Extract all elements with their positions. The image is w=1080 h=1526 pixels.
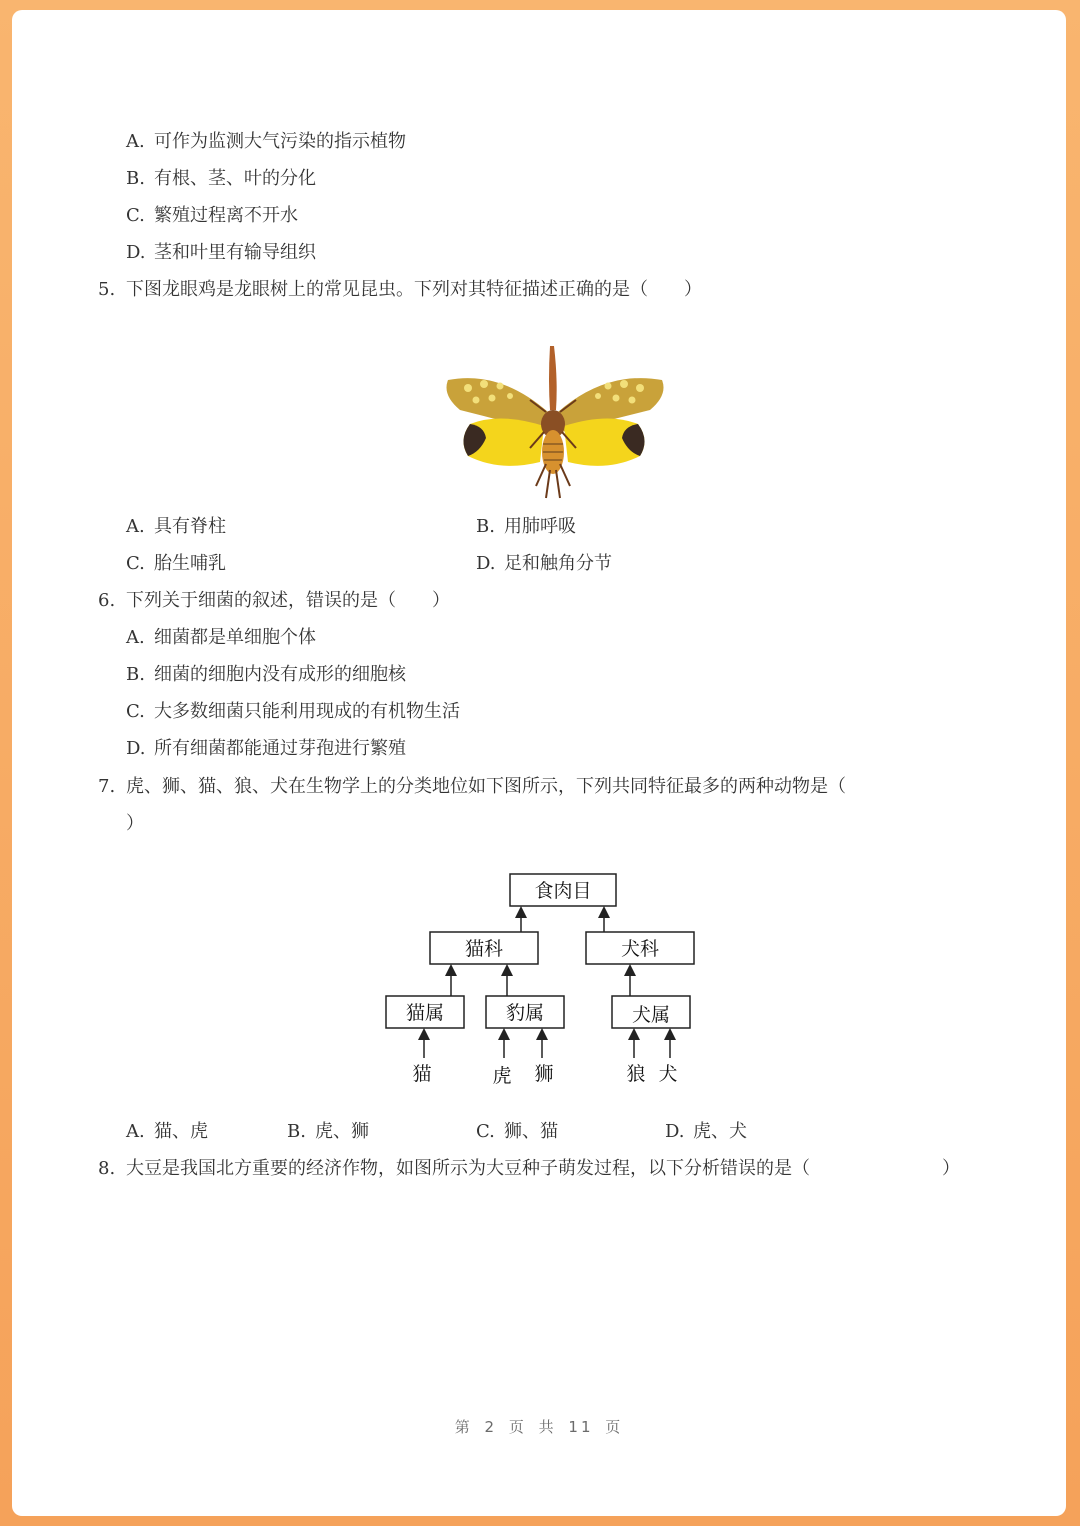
option-text: 大多数细菌只能利用现成的有机物生活 [154,701,460,722]
question-number: 6. [98,590,116,611]
option-letter: C. [476,1121,495,1142]
q7-option-b [287,1120,369,1144]
option-letter: D. [126,738,146,759]
option-text: 狮、猫 [504,1121,558,1142]
question-text: 大豆是我国北方重要的经济作物，如图所示为大豆种子萌发过程，以下分析错误的是（ [126,1158,810,1179]
question-text: 下列关于细菌的叙述，错误的是（ ） [126,590,450,611]
q4-option-c [126,204,298,228]
option-letter: B. [287,1121,306,1142]
node-family-dog: 犬科 [620,938,660,960]
option-text: 繁殖过程离不开水 [154,205,298,226]
option-text: 细菌的细胞内没有成形的细胞核 [154,664,406,685]
option-letter: A. [126,131,145,152]
footer-text: 页 [605,1418,624,1436]
q6-option-b [126,663,406,687]
q7-option-c [476,1120,558,1144]
question-7-stem-cont: ） [126,813,144,834]
option-text: 可作为监测大气污染的指示植物 [154,131,406,152]
q6-option-c [126,700,460,724]
node-genus-canis: 犬属 [631,1004,671,1026]
option-letter: A. [126,516,145,537]
option-text: 所有细菌都能通过芽孢进行繁殖 [154,738,406,759]
option-letter: A. [126,627,145,648]
species-wolf: 狼 [626,1063,646,1085]
q4-option-d [126,241,316,265]
option-text: 胎生哺乳 [154,553,226,574]
option-text: 茎和叶里有输导组织 [154,242,316,263]
question-8-paren-close: ） [942,1158,960,1179]
node-genus-panthera: 豹属 [505,1002,545,1024]
species-lion: 狮 [534,1063,554,1085]
current-page-number: 2 [484,1418,498,1436]
option-text: 用肺呼吸 [504,516,576,537]
node-family-cat: 猫科 [464,938,504,960]
question-6-stem [98,589,450,613]
option-letter: A. [126,1121,145,1142]
footer-text: 第 [454,1418,473,1436]
option-text: 具有脊柱 [154,516,226,537]
q4-option-a [126,130,406,154]
question-8-stem [98,1157,810,1181]
q5-option-d [476,552,612,576]
option-text: 细菌都是单细胞个体 [154,627,316,648]
option-text: 足和触角分节 [504,553,612,574]
question-text: 虎、狮、猫、狼、犬在生物学上的分类地位如下图所示，下列共同特征最多的两种动物是（ [126,776,846,797]
longan-lanternfly-image [440,340,668,504]
question-number: 5. [98,279,116,300]
option-letter: B. [126,664,145,685]
question-text: 下图龙眼鸡是龙眼树上的常见昆虫。下列对其特征描述正确的是（ ） [126,279,702,300]
option-text: 虎、犬 [693,1121,747,1142]
species-cat: 猫 [412,1063,432,1085]
option-letter: C. [126,553,145,574]
q5-option-b [476,515,576,539]
option-letter: B. [476,516,495,537]
q7-option-d [665,1120,747,1144]
question-5-stem [98,278,702,302]
q5-option-c [126,552,226,576]
q6-option-a [126,626,316,650]
species-dog: 犬 [658,1063,678,1085]
option-letter: D. [126,242,146,263]
node-order: 食肉目 [534,880,592,902]
option-letter: B. [126,168,145,189]
q4-option-b [126,167,316,191]
option-text: 虎、狮 [315,1121,369,1142]
taxonomy-diagram [372,872,712,1094]
option-letter: C. [126,205,145,226]
node-genus-felis: 猫属 [405,1002,445,1024]
question-7-stem [98,775,846,799]
q7-option-a [126,1120,208,1144]
q5-option-a [126,515,226,539]
footer-text: 页 [508,1418,527,1436]
page-footer [12,1416,1066,1437]
option-letter: C. [126,701,145,722]
question-number: 8. [98,1158,116,1179]
footer-text: 共 [538,1418,557,1436]
exam-page [12,10,1066,1516]
question-number: 7. [98,776,116,797]
option-text: 有根、茎、叶的分化 [154,168,316,189]
species-tiger: 虎 [492,1065,512,1087]
total-page-number: 11 [568,1418,594,1436]
option-letter: D. [665,1121,685,1142]
option-letter: D. [476,553,496,574]
option-text: 猫、虎 [154,1121,208,1142]
q6-option-d [126,737,406,761]
